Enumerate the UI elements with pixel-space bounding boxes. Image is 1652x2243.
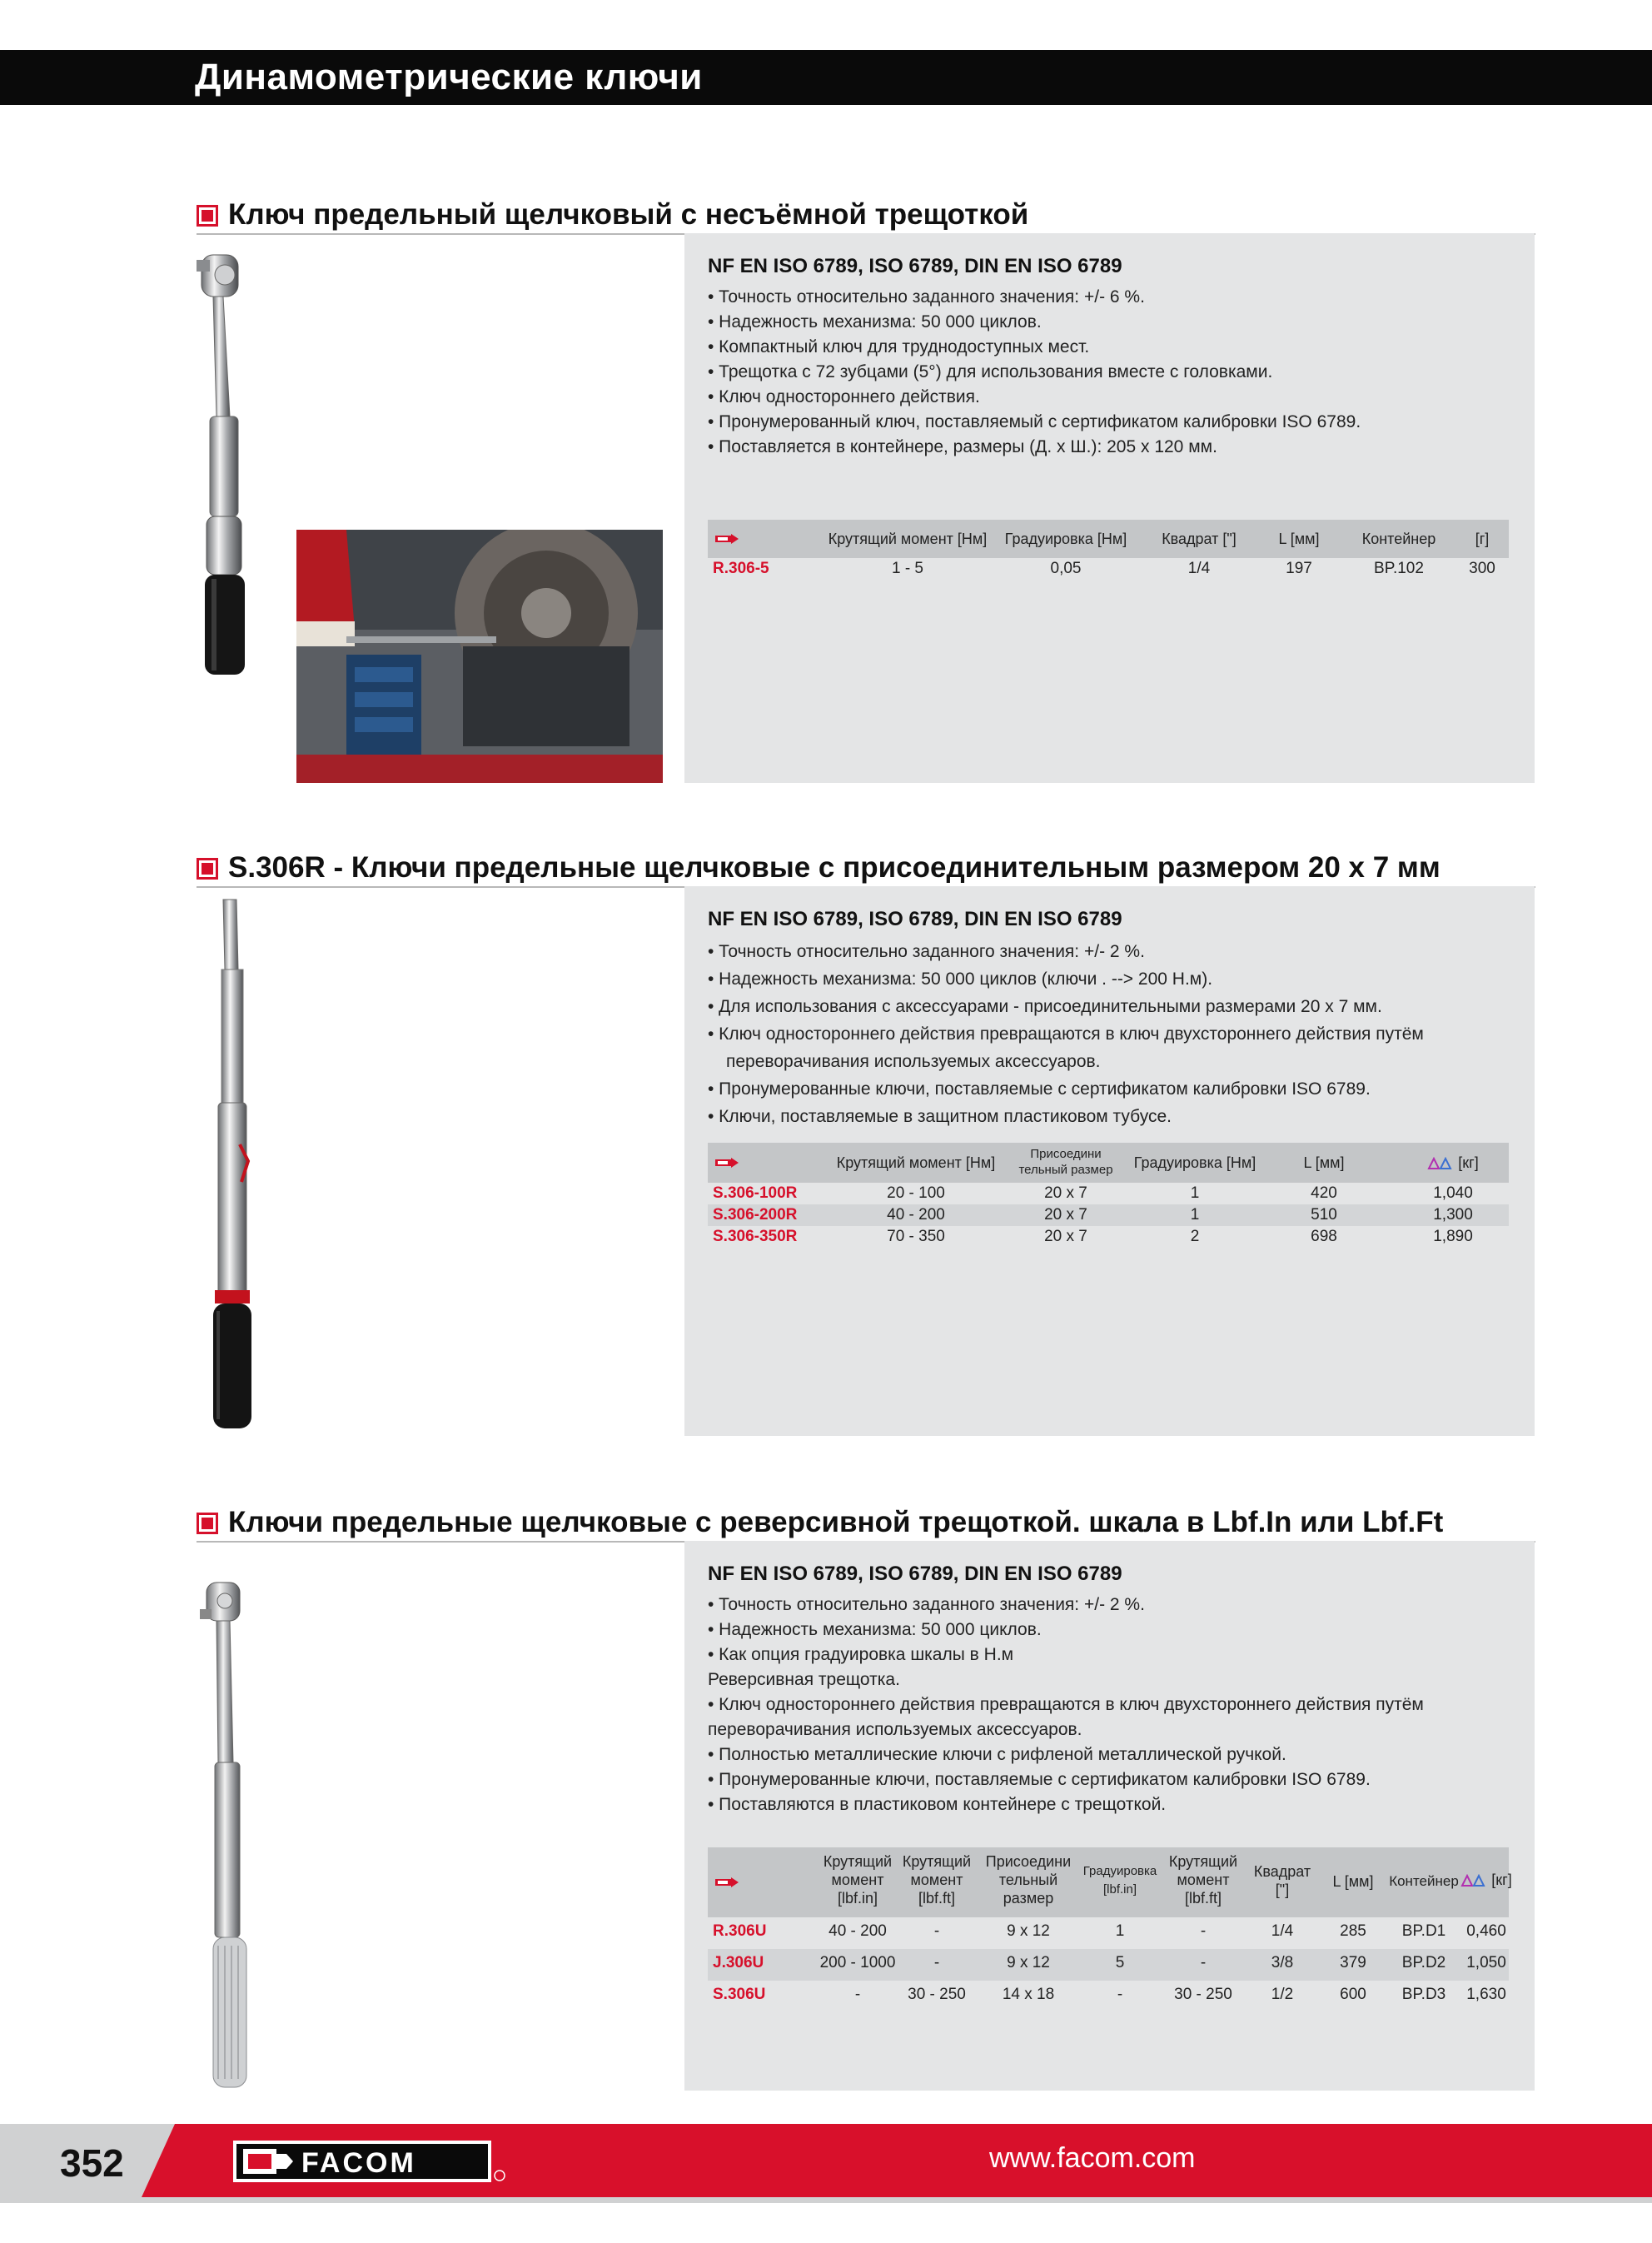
page-header-bar: [0, 50, 1652, 105]
spec-panel-3: [684, 1541, 1535, 2091]
table-cell: 1,040: [1433, 1184, 1473, 1202]
reference-wrench-icon: [714, 1877, 739, 1888]
table-cell: 40 - 200: [828, 1922, 887, 1940]
column-header-weight: [1457, 1871, 1515, 1889]
column-header: [899, 1852, 974, 1907]
feature-item: • Точность относительно заданного значения: +/- 2 %.: [708, 942, 1145, 961]
weight-icon: [1427, 1157, 1454, 1170]
column-header: L [мм]: [1332, 1873, 1374, 1890]
torque-wrench-photo: [200, 895, 266, 1436]
reference-wrench-icon: [714, 1157, 739, 1169]
product-code: S.306-100R: [713, 1184, 798, 1202]
section-title: S.306R - Ключи предельные щелчковые с присоединительным размером 20 х 7 мм: [228, 851, 1441, 884]
feature-item: переворачивания используемых аксессуаров.: [708, 1720, 1082, 1739]
column-header: Крутящий момент [Нм]: [828, 531, 988, 547]
table-cell: 197: [1286, 560, 1312, 577]
table-cell: 1: [1190, 1184, 1200, 1202]
feature-item: • Поставляется в контейнере, размеры (Д. х Ш.): 205 х 120 мм.: [708, 437, 1217, 456]
table-cell: 600: [1340, 1986, 1366, 2003]
header-line: момент: [910, 1872, 963, 1888]
spec-table-3: [708, 1847, 1512, 2012]
table-cell: 20 - 100: [887, 1184, 945, 1202]
table-cell: 70 - 350: [887, 1228, 945, 1245]
column-header-label: [кг]: [1458, 1154, 1479, 1171]
header-line: Крутящий: [823, 1853, 893, 1870]
header-line: [lbf.ft]: [918, 1890, 955, 1907]
table-cell: 1,630: [1466, 1986, 1506, 2003]
product-code: R.306U: [713, 1922, 767, 1940]
header-line: тельный: [998, 1872, 1058, 1888]
table-cell: 379: [1340, 1954, 1366, 1971]
table-cell: 420: [1311, 1184, 1337, 1202]
header-line: [lbf.in]: [837, 1890, 878, 1907]
square-bullet-icon: [197, 205, 218, 227]
column-header: [г]: [1475, 531, 1490, 547]
feature-list: [708, 938, 1518, 1130]
header-line: Присоедини: [985, 1853, 1072, 1870]
spec-table-1: [708, 520, 1509, 580]
column-header: L [мм]: [1278, 531, 1320, 547]
facom-logo: [233, 2139, 508, 2184]
standard-text: NF EN ISO 6789, ISO 6789, DIN EN ISO 6789: [708, 255, 1122, 277]
table-cell: -: [1117, 1986, 1123, 2003]
table-cell: 3/8: [1271, 1954, 1294, 1971]
feature-item: • Точность относительно заданного значения: +/- 6 %.: [708, 287, 1145, 307]
page-number: 352: [60, 2141, 124, 2185]
column-header: Градуировка [Нм]: [1133, 1154, 1256, 1171]
table-cell: 9 x 12: [1007, 1922, 1050, 1940]
table-cell: 1/4: [1187, 560, 1211, 577]
header-line: момент: [1177, 1872, 1230, 1888]
table-row: [708, 558, 1509, 580]
weight-icon: [1460, 1874, 1487, 1887]
feature-item: • Поставляются в пластиковом контейнере с трещоткой.: [708, 1795, 1167, 1814]
table-header: [708, 1143, 1509, 1183]
table-cell: -: [933, 1922, 940, 1940]
footer-url-link[interactable]: www.facom.com: [989, 2142, 1196, 2174]
torque-wrench-photo: [192, 250, 275, 700]
column-header: Контейнер: [1389, 1873, 1459, 1889]
feature-item: • Надежность механизма: 50 000 циклов (ключи . --> 200 Н.м).: [708, 969, 1213, 989]
table-cell: BP.102: [1374, 560, 1424, 577]
table-cell: BP.D2: [1401, 1954, 1446, 1971]
header-line: размер: [1003, 1890, 1054, 1907]
product-code: S.306U: [713, 1986, 766, 2003]
table-row: [708, 1981, 1509, 2012]
product-code: J.306U: [713, 1954, 764, 1971]
column-header: Присоедини тельный размер: [1018, 1147, 1113, 1177]
table-cell: 2: [1190, 1228, 1200, 1245]
table-cell: BP.D1: [1401, 1922, 1446, 1940]
spec-table-2: [708, 1143, 1509, 1248]
workshop-photo: [296, 530, 663, 783]
header-line: [lbf.in]: [1102, 1882, 1137, 1897]
standard-text: NF EN ISO 6789, ISO 6789, DIN EN ISO 6789: [708, 1563, 1122, 1585]
header-line: ["]: [1275, 1882, 1290, 1898]
header-line: [lbf.ft]: [1184, 1890, 1222, 1907]
column-header: L [мм]: [1303, 1154, 1345, 1171]
table-cell: -: [1200, 1954, 1207, 1971]
header-line: Крутящий: [902, 1853, 972, 1870]
column-header: [1078, 1862, 1162, 1899]
header-line: Градуировка: [1082, 1864, 1157, 1878]
column-header: Контейнер: [1361, 531, 1436, 547]
table-row: [708, 1226, 1509, 1248]
standard-text: NF EN ISO 6789, ISO 6789, DIN EN ISO 6789: [708, 908, 1122, 930]
feature-item: • Пронумерованный ключ, поставляемый с сертификатом калибровки ISO 6789.: [708, 412, 1361, 431]
table-row: [708, 1949, 1509, 1981]
table-cell: 510: [1311, 1206, 1337, 1224]
table-cell: 1,890: [1433, 1228, 1473, 1245]
product-code: S.306-200R: [713, 1206, 798, 1224]
feature-item: Реверсивная трещотка.: [708, 1670, 900, 1689]
square-bullet-icon: [197, 1513, 218, 1534]
table-row: [708, 1917, 1509, 1949]
table-cell: 1: [1115, 1922, 1125, 1940]
feature-item: • Ключ одностороннего действия превращаются в ключ двухстороннего действия путём: [708, 1024, 1424, 1044]
feature-item: переворачивания используемых аксессуаров.: [726, 1052, 1101, 1071]
column-header: [1162, 1852, 1245, 1907]
table-cell: 30 - 250: [908, 1986, 966, 2003]
feature-item: • Ключ одностороннего действия.: [708, 387, 980, 406]
spec-panel-1: [684, 233, 1535, 783]
table-cell: 1: [1190, 1206, 1200, 1224]
torque-wrench-photo: [197, 1579, 280, 2096]
section-heading-1: [197, 197, 1535, 235]
feature-item: • Компактный ключ для труднодоступных мест.: [708, 337, 1090, 356]
section-heading-2: [197, 850, 1535, 888]
table-cell: -: [933, 1954, 940, 1971]
header-line: Квадрат: [1253, 1863, 1311, 1880]
table-cell: 698: [1311, 1228, 1337, 1245]
table-cell: 1/2: [1271, 1986, 1294, 2003]
feature-list: [708, 285, 1518, 460]
column-header: Крутящий момент [Нм]: [836, 1154, 996, 1171]
spec-panel-2: [684, 886, 1535, 1436]
table-header: [708, 520, 1509, 558]
page-footer: [0, 2124, 1652, 2203]
column-header: [978, 1852, 1078, 1907]
page-title: Динамометрические ключи: [195, 57, 703, 97]
column-header-label: [кг]: [1491, 1872, 1512, 1888]
table-cell: 285: [1340, 1922, 1366, 1940]
table-cell: 20 x 7: [1044, 1184, 1087, 1202]
table-row: [708, 1183, 1509, 1204]
table-cell: 14 x 18: [1002, 1986, 1055, 2003]
table-cell: 20 x 7: [1044, 1206, 1087, 1224]
reference-wrench-icon: [714, 533, 739, 545]
column-header: [816, 1852, 899, 1907]
section-title: Ключ предельный щелчковый с несъёмной трещоткой: [228, 198, 1029, 231]
table-cell: 200 - 1000: [819, 1954, 896, 1971]
table-cell: 40 - 200: [887, 1206, 945, 1224]
table-row: [708, 1204, 1509, 1226]
product-code: R.306-5: [713, 560, 769, 577]
table-cell: 1/4: [1271, 1922, 1294, 1940]
column-header: Квадрат ["]: [1162, 531, 1237, 547]
table-cell: 20 x 7: [1044, 1228, 1087, 1245]
table-cell: 0,05: [1050, 560, 1082, 577]
column-header: Градуировка [Нм]: [1004, 531, 1127, 547]
table-cell: BP.D3: [1401, 1986, 1446, 2003]
feature-item: • Надежность механизма: 50 000 циклов.: [708, 1620, 1042, 1639]
table-cell: 1,050: [1466, 1954, 1506, 1971]
feature-item: • Пронумерованные ключи, поставляемые с сертификатом калибровки ISO 6789.: [708, 1770, 1371, 1789]
column-header: [1245, 1862, 1320, 1899]
table-cell: 9 x 12: [1007, 1954, 1050, 1971]
section-heading-3: [197, 1504, 1535, 1543]
table-cell: 30 - 250: [1174, 1986, 1232, 2003]
table-header: [708, 1847, 1512, 1917]
table-cell: -: [1200, 1922, 1207, 1940]
svg-text:FACOM: FACOM: [301, 2147, 416, 2179]
feature-item: • Для использования с аксессуарами - присоединительными размерами 20 х 7 мм.: [708, 997, 1382, 1016]
feature-item: • Ключ одностороннего действия превращаются в ключ двухстороннего действия путём: [708, 1695, 1424, 1714]
table-cell: 5: [1115, 1954, 1125, 1971]
table-cell: -: [854, 1986, 861, 2003]
feature-item: • Трещотка с 72 зубцами (5°) для использования вместе с головками.: [708, 362, 1273, 381]
column-header-weight: [1399, 1154, 1507, 1172]
feature-item: • Надежность механизма: 50 000 циклов.: [708, 312, 1042, 331]
table-cell: 1 - 5: [891, 560, 924, 577]
table-cell: 0,460: [1466, 1922, 1506, 1940]
header-line: Крутящий: [1168, 1853, 1238, 1870]
table-cell: 1,300: [1433, 1206, 1473, 1224]
square-bullet-icon: [197, 858, 218, 880]
feature-list: [708, 1593, 1518, 1817]
table-cell: 300: [1469, 560, 1495, 577]
feature-item: • Ключи, поставляемые в защитном пластиковом тубусе.: [708, 1107, 1172, 1126]
feature-item: • Как опция градуировка шкалы в Н.м: [708, 1645, 1014, 1664]
feature-item: • Полностью металлические ключи с рифленой металлической ручкой.: [708, 1745, 1286, 1764]
feature-item: • Пронумерованные ключи, поставляемые с сертификатом калибровки ISO 6789.: [708, 1079, 1371, 1099]
feature-item: • Точность относительно заданного значения: +/- 2 %.: [708, 1595, 1145, 1614]
header-line: момент: [831, 1872, 884, 1888]
section-title: Ключи предельные щелчковые с реверсивной трещоткой. шкала в Lbf.In или Lbf.Ft: [228, 1506, 1444, 1538]
product-code: S.306-350R: [713, 1228, 798, 1245]
